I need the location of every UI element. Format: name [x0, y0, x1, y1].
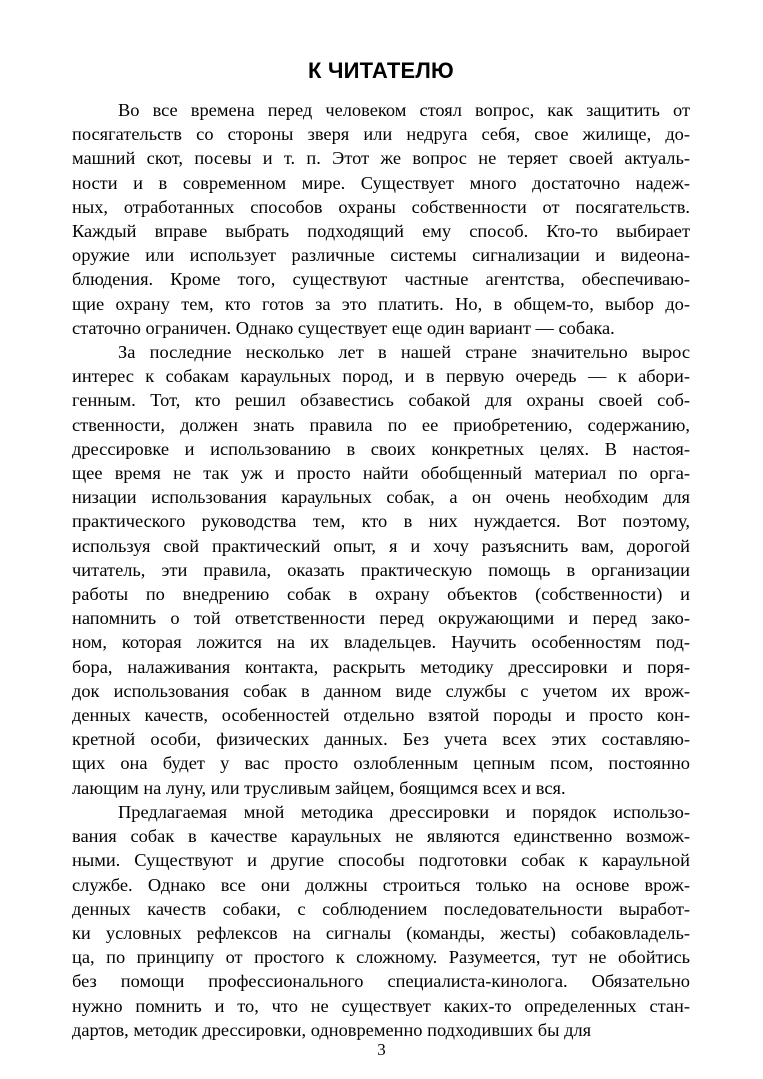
paragraph	[72, 800, 690, 1042]
text-line: кретной особи, физических данных. Без учета всех этих составляю-	[72, 729, 690, 750]
text-line: Предлагаемая мной методика дрессировки и порядок использо-	[118, 801, 690, 822]
text-line: напомнить о той ответственности перед окружающими и перед зако-	[72, 608, 690, 629]
text-line: генным. Тот, кто решил обзавестись собакой для охраны своей соб-	[72, 390, 690, 411]
text-line: бора, налаживания контакта, раскрыть методику дрессировки и поря-	[72, 656, 690, 677]
text-line: статочно ограничен. Однако существует еще один вариант — собака.	[72, 317, 615, 338]
text-line: машний скот, посевы и т. п. Этот же вопрос не теряет своей актуаль-	[72, 148, 690, 169]
document-page	[72, 50, 690, 1042]
text-line: оружие или использует различные системы сигнализации и видеона-	[72, 245, 690, 266]
text-line: щие охрану тем, кто готов за это платить. Но, в общем-то, выбор до-	[72, 293, 690, 314]
text-line: низации использования караульных собак, а он очень необходим для	[72, 487, 690, 508]
text-line: За последние несколько лет в нашей стране значительно вырос	[118, 342, 690, 363]
text-line: лающим на луну, или трусливым зайцем, боящимся всех и вся.	[72, 777, 566, 798]
text-line: Во все времена перед человеком стоял вопрос, как защитить от	[118, 100, 690, 120]
text-line: ца, по принципу от простого к сложному. Разумеется, тут не обойтись	[72, 947, 690, 968]
text-line: службе. Однако все они должны строиться только на основе врож-	[72, 874, 690, 895]
text-line: ности и в современном мире. Существует много достаточно надеж-	[72, 172, 690, 193]
text-line: посягательств со стороны зверя или недруга себя, свое жилище, до-	[72, 124, 690, 145]
text-line: ных, отработанных способов охраны собственности от посягательств.	[72, 196, 690, 217]
text-line: используя свой практический опыт, я и хочу разъяснить вам, дорогой	[72, 535, 690, 556]
text-line: дартов, методик дрессировки, одновременно подходивших бы для	[72, 1019, 592, 1040]
text-line: щих она будет у вас просто озлобленным цепным псом, постоянно	[72, 753, 690, 774]
text-line: нужно помнить и то, что не существует каких-то определенных стан-	[72, 995, 690, 1016]
page-number: 3	[377, 1040, 386, 1059]
page-title: К ЧИТАТЕЛЮ	[308, 58, 454, 83]
text-line: дрессировке и использованию в своих конкретных целях. В настоя-	[72, 438, 690, 459]
text-line: ном, которая ложится на их владельцев. Научить особенностям под-	[72, 632, 690, 653]
text-line: ными. Существуют и другие способы подготовки собак к караульной	[72, 850, 690, 871]
paragraph	[72, 340, 690, 800]
text-line: денных качеств, особенностей отдельно взятой породы и просто кон-	[72, 705, 690, 726]
text-line: Каждый вправе выбрать подходящий ему способ. Кто-то выбирает	[72, 221, 690, 242]
text-line: вания собак в качестве караульных не являются единственно возмож-	[72, 826, 690, 847]
text-line: интерес к собакам караульных пород, и в первую очередь — к абори-	[72, 366, 690, 387]
text-line: работы по внедрению собак в охрану объектов (собственности) и	[72, 584, 690, 605]
text-line: док использования собак в данном виде службы с учетом их врож-	[72, 680, 690, 701]
body-text	[72, 98, 690, 1042]
text-line: ки условных рефлексов на сигналы (команды, жесты) собаковладель-	[72, 922, 690, 943]
text-line: щее время не так уж и просто найти обобщенный материал по орга-	[72, 463, 690, 484]
paragraph	[72, 98, 690, 340]
text-line: практического руководства тем, кто в них нуждается. Вот поэтому,	[72, 511, 690, 532]
text-line: ственности, должен знать правила по ее приобретению, содержанию,	[72, 414, 690, 435]
text-line: без помощи профессионального специалиста-кинолога. Обязательно	[72, 971, 690, 992]
text-line: читатель, эти правила, оказать практическую помощь в организации	[72, 559, 690, 580]
text-line: денных качеств собаки, с соблюдением последовательности выработ-	[72, 898, 690, 919]
text-line: блюдения. Кроме того, существуют частные агентства, обеспечиваю-	[72, 269, 690, 290]
